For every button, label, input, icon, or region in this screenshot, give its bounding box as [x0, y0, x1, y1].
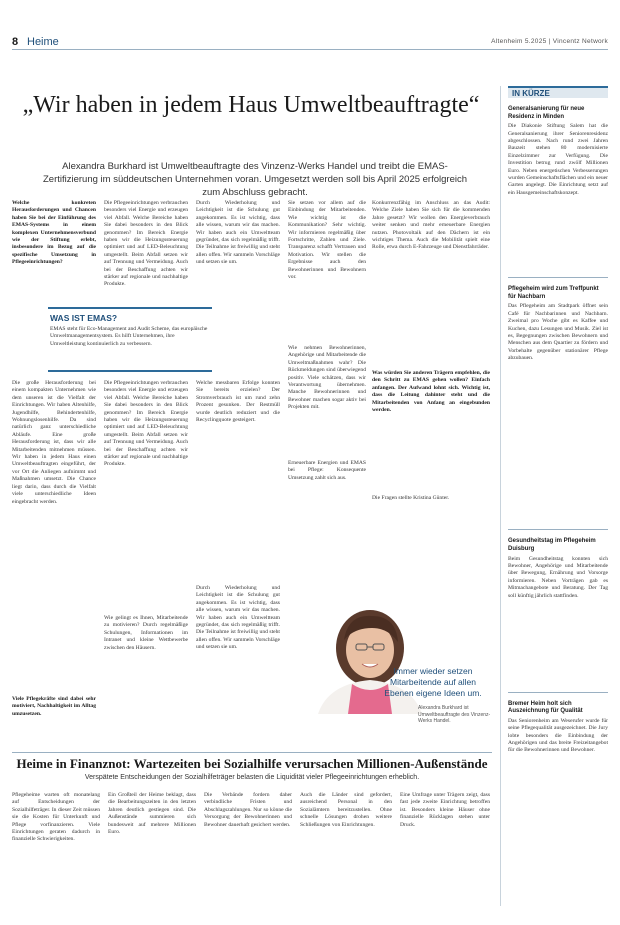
col2b-text: Wie gelingt es Ihnen, Mitarbeitende zu motivieren? Durch regelmäßige Schulungen, Informationen im Intranet und kleine Wettbewerbe zwischen den Häusern. [104, 615, 188, 651]
info-box [48, 307, 212, 372]
second-article-column-3 [204, 792, 292, 902]
second-col5-text: Eine Umfrage unter Trägern zeigt, dass fast jede zweite Einrichtung betroffen ist. Besonders kleine Häuser ohne finanzielle Rücklagen stehen unter Druck. [400, 792, 490, 828]
col3-text: Durch Wiederholung und Leichtigkeit ist die Schulung gut angekommen. Es ist wichtig, dass alle wissen, warum wir das machen. Wir haben auch ein Umweltteam gegründet, das sich regelmäßig trifft. Die Teilnahme ist freiwillig und steht allen offen. Wir sammeln Vorschläge und setzen sie um. [196, 200, 280, 266]
second-article-column-4 [300, 792, 392, 902]
brief-title: Generalsanierung für neue Residenz in Minden [508, 106, 585, 120]
article-separator [12, 752, 492, 753]
col4b-text: Wie nehmen Bewohnerinnen, Angehörige und Mitarbeitende die Umweltmaßnahmen wahr? Die Rückmeldungen sind überwiegend positiv. Viele schätzen, dass wir Verantwortung übernehmen. Manche Bewohnerinnen und Bewohner machen sogar aktiv bei Projekten mit. [288, 345, 366, 411]
brief-title: Pflegeheim wird zum Treffpunkt für Nachbarn [508, 286, 599, 300]
brief-divider [508, 692, 608, 693]
brief-text: Das Pflegeheim am Stadtpark öffnet sein Café für Nachbarinnen und Nachbarn. Zweimal pro Woche gibt es Kaffee und Kuchen, dazu Lesungen und Musik. Ziel ist es, Begegnungen zwischen Bewohnern und Menschen aus dem Quartier zu fördern und Vorbehalte gegenüber stationärer Pflege abzubauen. [508, 303, 608, 362]
second-col1-text: Pflegeheime warten oft monatelang auf Entscheidungen der Sozialhilfeträger. In dieser Zeit müssen sie die Kosten für Unterkunft und Pflege vorfinanzieren. Viele Einrichtungen geraten dadurch in finanzielle Schwierigkeiten. [12, 792, 100, 843]
col3b-text: Welche messbaren Erfolge konnten Sie bereits erzielen? Der Stromverbrauch ist um rund zehn Prozent gesunken. Der Restmüll wurde deutlich reduziert und die Recyclingquote gesteigert. [196, 380, 280, 424]
col5b-question: Was würden Sie anderen Trägern empfehlen, die den Schritt zu EMAS gehen wollen? Einfach anfangen. Der Aufwand lohnt sich. Wichtig ist, dass die Leitung dahinter steht und die Mitarbeitenden von Anfang an eingebunden werden. [372, 370, 490, 414]
article-column-5 [372, 200, 490, 365]
brief-divider [508, 529, 608, 530]
issue-info: Altenheim 5.2025 | Vincentz Network [491, 38, 608, 45]
article-column-3b [196, 585, 280, 745]
sidebar-brief [508, 538, 608, 692]
second-article-column-5 [400, 792, 490, 902]
info-box-title: WAS IST EMAS? [50, 313, 118, 323]
info-box-text: EMAS steht für Eco-Management and Audit Scheme, das europäische Umweltmanagementsystem. Es hilft Unternehmen, ihre Umweltleistung kontinuierlich zu verbessern. [50, 326, 208, 347]
col2-text: Die Pflegeeinrichtungen verbrauchen besonders viel Energie und erzeugen viel Abfall. Welche Bereiche haben Sie dabei besonders in den Blick genommen? Im Bereich Energie haben wir die Heizungssteuerung optimiert und auf LED-Beleuchtung umgestellt. Beim Abfall setzen wir auf Trennung und Vermeidung. Auch bei der Beschaffung achten wir stärker auf regionale und nachhaltige Produkte. [104, 200, 188, 288]
sidebar-title: IN KÜRZE [508, 86, 608, 98]
col5c-text: Die Fragen stellte Kristina Günter. [372, 495, 450, 501]
second-article-column-2 [108, 792, 196, 902]
article-column-4 [288, 200, 366, 340]
col2-text-continued: Die Pflegeeinrichtungen verbrauchen besonders viel Energie und erzeugen viel Abfall. Welche Bereiche haben Sie dabei besonders in den Blick genommen? Im Bereich Energie haben wir die Heizungssteuerung optimiert und auf LED-Beleuchtung umgestellt. Beim Abfall setzen wir auf Trennung und Vermeidung. Auch bei der Beschaffung achten wir stärker auf regionale und nachhaltige Produkte. [104, 380, 188, 468]
column-divider [500, 86, 501, 906]
article-column-4c [288, 460, 366, 585]
second-col2-text: Ein Großteil der Heime beklagt, dass die Bearbeitungszeiten in den letzten Jahren deutlich gestiegen sind. Die Außenstände summieren sich bundesweit auf mehrere Millionen Euro. [108, 792, 196, 836]
col3c-text: Erneuerbare Energien und EMAS bei Pflege: Konsequente Umsetzung zahlt sich aus. [288, 460, 366, 481]
pull-quote-text: Immer wieder setzen Mitarbeitende auf allen Ebenen eigene Ideen um. [384, 666, 482, 698]
sidebar-brief [508, 106, 608, 278]
col1-text: Die große Herausforderung bei einem kompakten Unternehmen wie dem unseren ist die Vielfalt der Einrichtungen. Wir haben Altenhilfe, Jugendhilfe, Behindertenhilfe, Wohnungslosenhilfe. Da sind natürlich ganz unterschiedliche Abläufe. Eine große Herausforderung ist, dass wir alle Mitarbeitenden mitnehmen müssen. Wir haben in jedem Haus einen Umweltbeauftragten eingeführt, der vor Ort die Anliegen aufnimmt und Maßnahmen umsetzt. Die Chance liegt darin, dass durch die Vielfalt viele unterschiedliche Ideen eingebracht werden. [12, 380, 96, 505]
article-column-5c [372, 495, 490, 555]
col5-text: Konkurrenzfähig im Anschluss an das Audit: Welche Ziele haben Sie sich für die kommenden Jahre gesetzt? Wir wollen den Energieverbrauch weiter senken und mehr erneuerbare Energien nutzen. Photovoltaik auf den Dächern ist ein wichtiges Thema. Auch die Mobilität spielt eine Rolle, etwa durch E-Fahrzeuge und Dienstfahrräder. [372, 200, 490, 251]
second-headline: Heime in Finanznot: Wartezeiten bei Sozialhilfe verursachen Millionen-Außenstände [16, 756, 488, 771]
section-label: Heime [27, 36, 59, 48]
article-column-3-top [196, 200, 280, 320]
second-article-column-1 [12, 792, 100, 902]
brief-text: Beim Gesundheitstag konnten sich Bewohner, Angehörige und Mitarbeitende über Bewegung, Ernährung und Vorsorge informieren. Neben Vorträgen gab es Mitmachangebote und Beratung. Der Tag soll künftig jährlich stattfinden. [508, 555, 608, 599]
brief-title: Gesundheitstag im Pflegeheim Duisburg [508, 538, 596, 552]
brief-text: Die Diakonie Stiftung Salem hat die Generalsanierung ihrer Seniorenresidenz abgeschlossen. Nach rund zwei Jahren Bauzeit stehen 80 modernisierte Einzelzimmer zur Verfügung. Die Investition betrug rund zwölf Millionen Euro. Neben energetischen Verbesserungen wurden Gemeinschaftsflächen und ein neuer Garten angelegt. Die Einrichtung setzt auf ein Hausgemeinschaftskonzept. [508, 123, 608, 196]
main-subhead: Alexandra Burkhard ist Umweltbeauftragte des Vinzenz-Werks Handel und treibt die EMAS-Zertifizierung im süddeutschen Unternehmen voran. Umgesetzt werden soll bis April 2025 erfolgreich zum Abschluss gebracht. [42, 161, 468, 198]
intro-question: Welche konkreten Herausforderungen und Chancen haben Sie bei der Einführung des EMAS-Systems in einem komplexen Unternehmensverbund wie der Stiftung erlebt, insbesondere im Bezug auf die spezifische Umsetzung in Pflegeeinrichtungen? [12, 200, 96, 266]
second-subhead: Verspätete Entscheidungen der Sozialhilfeträger belasten die Liquidität vieler Pflegeeinrichtungen erheblich. [84, 774, 420, 781]
article-column-4b [288, 345, 366, 455]
article-intro [12, 200, 96, 298]
sidebar-in-kuerze [508, 86, 608, 814]
sidebar-brief [508, 286, 608, 530]
pull-quote [376, 666, 490, 699]
article-column-2 [104, 380, 188, 610]
article-column-3 [196, 380, 280, 580]
brief-text: Das Seniorenheim am Weserufer wurde für seine Pflegequalität ausgezeichnet. Die Jury lobte besonders die Einbindung der Angehörigen und das breite Freizeitangebot für die Bewohnerinnen und Bewohner. [508, 717, 608, 754]
article-column-1b [12, 696, 96, 744]
brief-divider [508, 277, 608, 278]
article-column-2-top [104, 200, 188, 298]
second-col3-text: Die Verbände fordern daher verbindliche Fristen und Abschlagszahlungen. Nur so könne die Versorgung der Bewohnerinnen und Bewohner dauerhaft gesichert werden. [204, 792, 292, 828]
brief-title: Bremer Heim holt sich Auszeichnung für Qualität [508, 700, 583, 715]
article-column-2b [104, 615, 188, 745]
col4-text: Sie setzen vor allem auf die Einbindung der Mitarbeitenden. Wie wichtig ist die Kommunikation? Sehr wichtig. Wir informieren regelmäßig über Fortschritte, Zahlen und Ziele. Transparenz schafft Vertrauen und Motivation. Wir stellen die Ergebnisse auch den Bewohnerinnen und Bewohnern vor. [288, 200, 366, 281]
article-column-1 [12, 380, 96, 690]
article-column-5b [372, 370, 490, 490]
col3-text-repeat: Durch Wiederholung und Leichtigkeit ist die Schulung gut angekommen. Es ist wichtig, dass alle wissen, warum wir das machen. Wir haben auch ein Umweltteam gegründet, das sich regelmäßig trifft. Die Teilnahme ist freiwillig und steht allen offen. Wir sammeln Vorschläge und setzen sie um. [196, 585, 280, 651]
main-headline: „Wir haben in jedem Haus Umweltbeauftragte“ [22, 92, 480, 118]
photo-caption: Alexandra Burkhard ist Umweltbeauftragte des Vinzenz-Werks Handel. [418, 705, 491, 724]
page-number: 8 [12, 36, 19, 48]
col1b-text: Viele Pflegekräfte sind dabei sehr motiviert, Nachhaltigkeit im Alltag umzusetzen. [12, 696, 96, 717]
second-col4-text: Auch die Länder sind gefordert, ausreichend Personal in den Sozialämtern bereitzustellen. Ohne schnelle Lösungen drohen weitere Schließungen von Einrichtungen. [300, 792, 392, 828]
sidebar-brief [508, 701, 608, 814]
page-header [12, 36, 608, 50]
